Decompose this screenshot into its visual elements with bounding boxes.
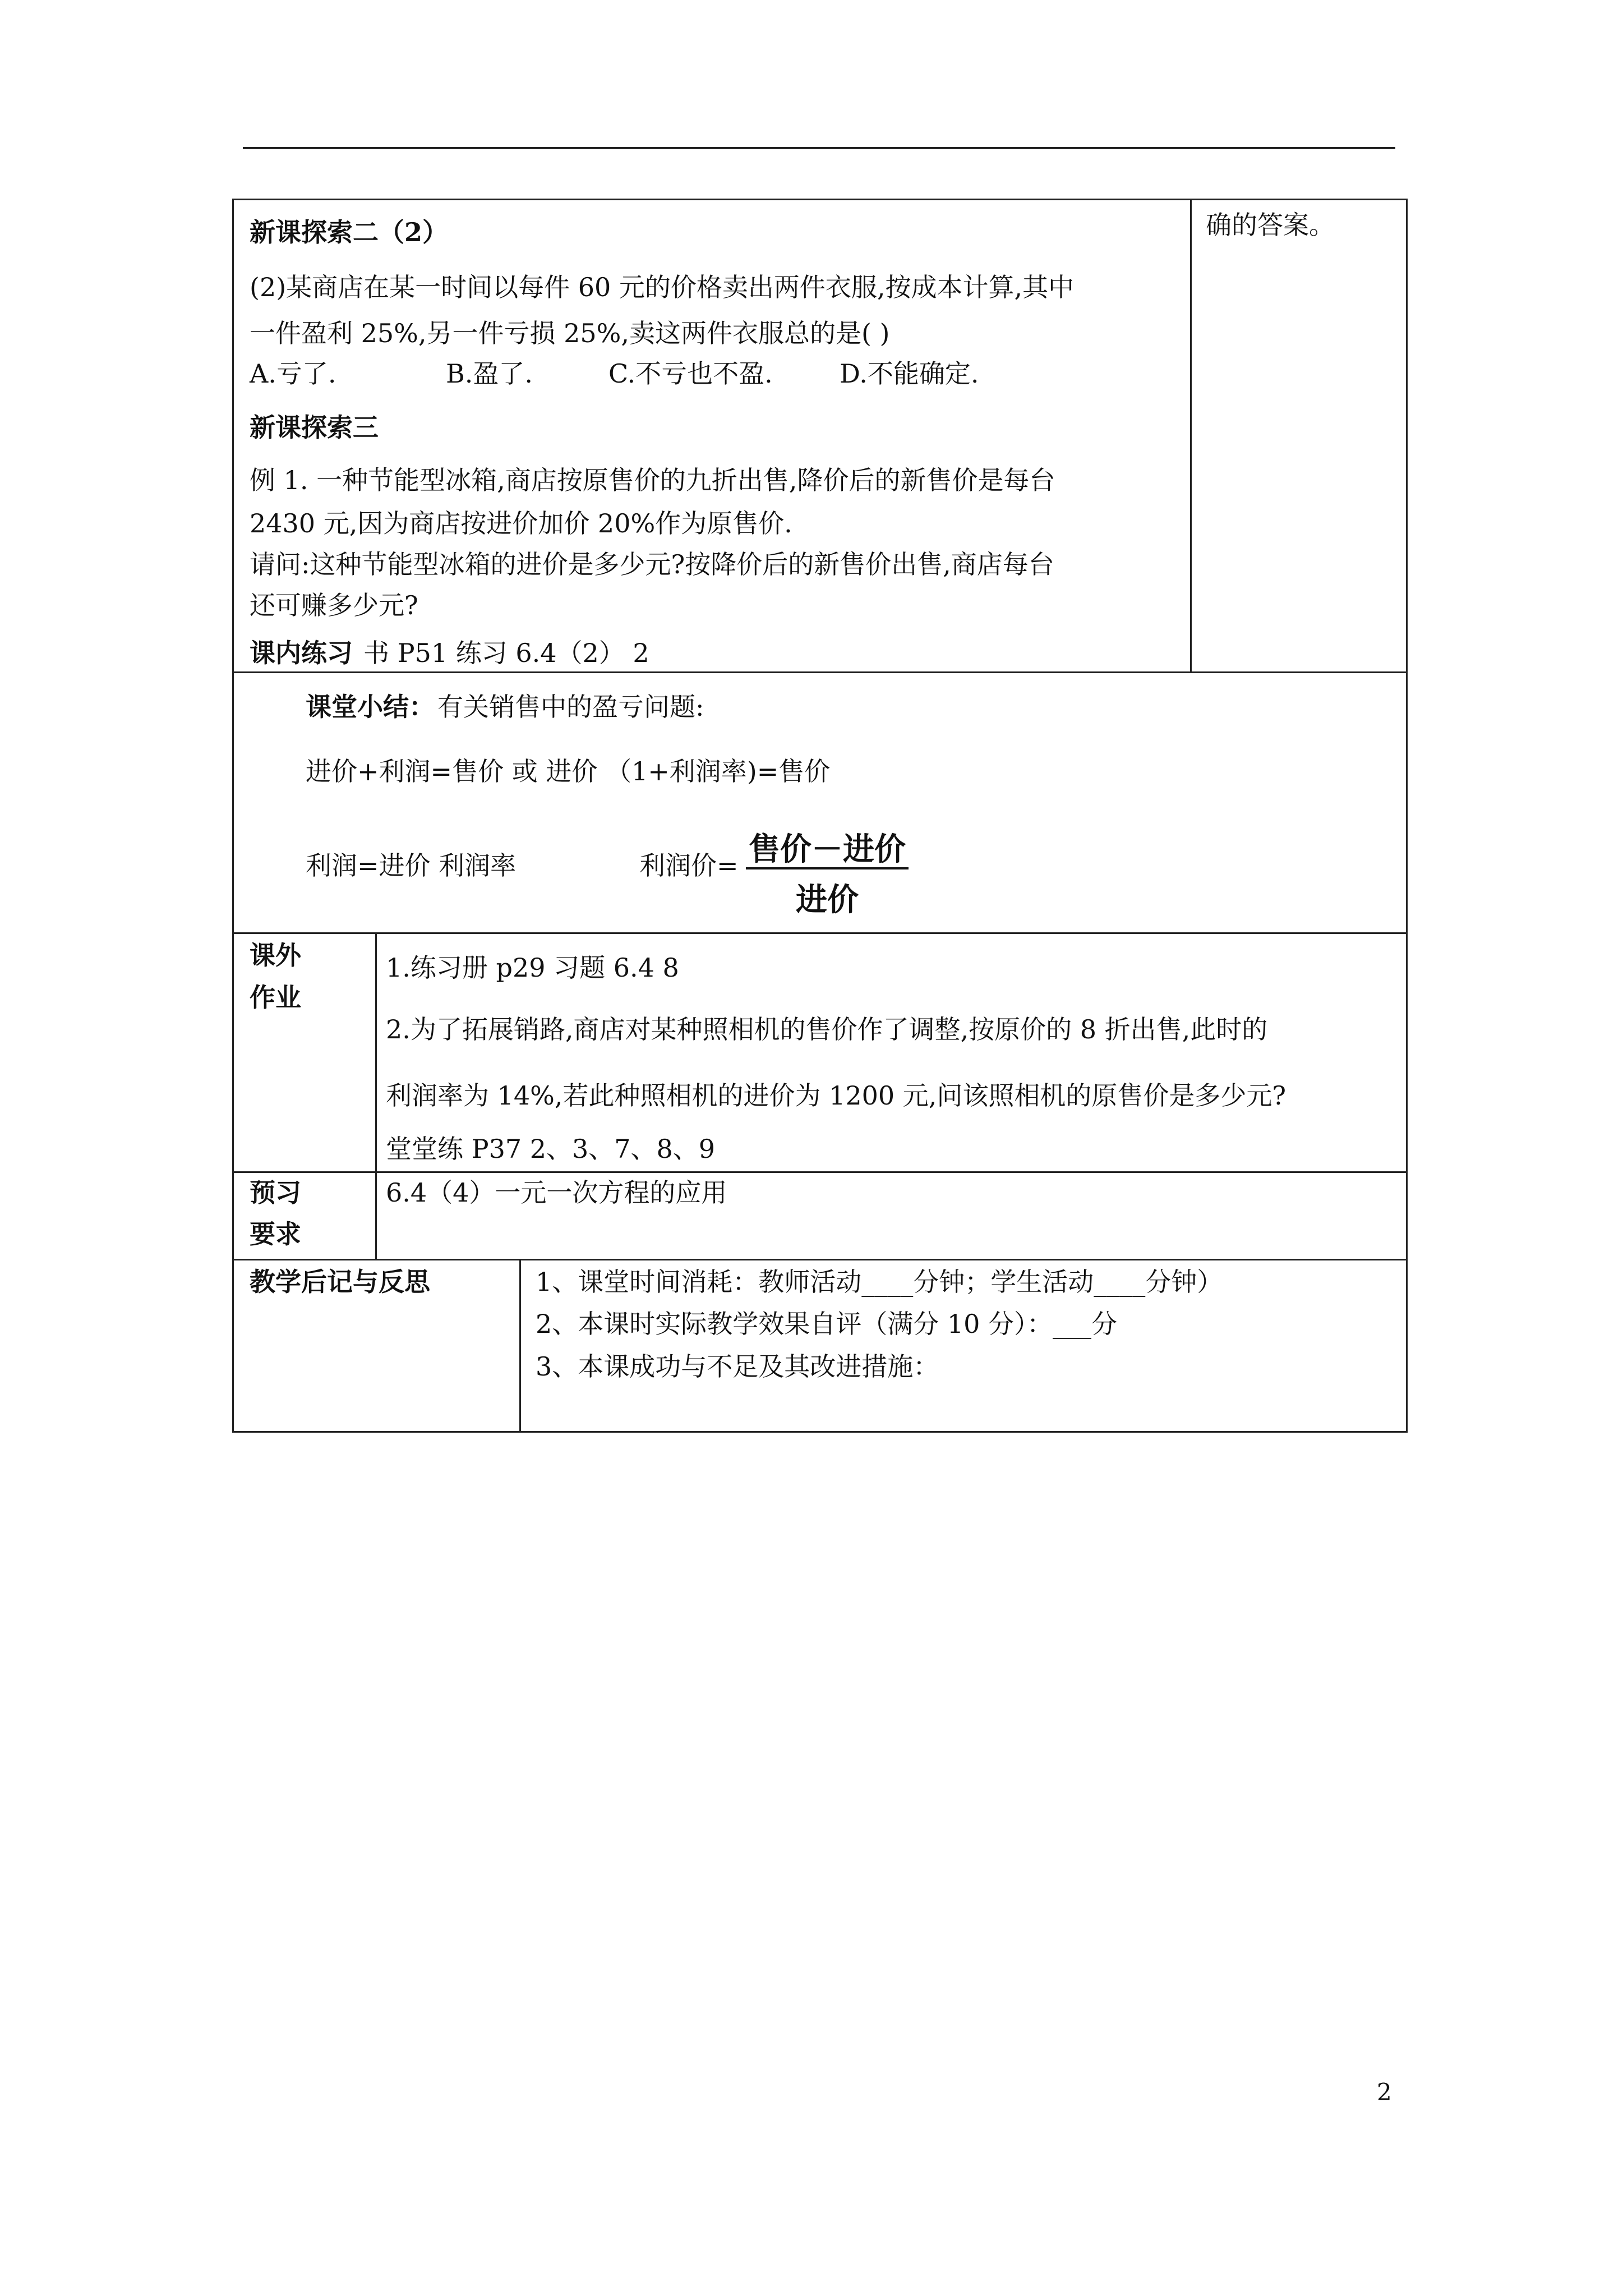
option-d: D.不能确定.	[840, 358, 979, 389]
homework-item-2-line1: 2.为了拓展销路,商店对某种照相机的售价作了调整,按原价的 8 折出售,此时的	[386, 1014, 1268, 1045]
page-number: 2	[1377, 2078, 1392, 2106]
fraction-denominator: 进价	[796, 881, 859, 918]
explore-2-question-line2: 一件盈利 25%,另一件亏损 25%,卖这两件衣服总的是( )	[250, 318, 890, 348]
fraction-numerator: 售价－进价	[749, 831, 906, 868]
option-c: C.不亏也不盈.	[608, 358, 773, 389]
reflection-line-2: 2、本课时实际教学效果自评（满分 10 分）：___分	[536, 1309, 1118, 1339]
profit-rate-fraction	[746, 825, 909, 920]
homework-item-2-line2: 利润率为 14%,若此种照相机的进价为 1200 元,问该照相机的原售价是多少元?	[386, 1080, 1287, 1111]
example-line1: 例 1. 一种节能型冰箱,商店按原售价的九折出售,降价后的新售价是每台	[250, 465, 1055, 495]
explore-2-question-line1: (2)某商店在某一时间以每件 60 元的价格卖出两件衣服,按成本计算,其中	[250, 272, 1075, 302]
reflection-line-1: 1、课堂时间消耗：教师活动____分钟；学生活动____分钟）	[536, 1267, 1223, 1297]
reflection-line-3: 3、本课成功与不足及其改进措施：	[536, 1351, 939, 1382]
homework-label-line2: 作业	[250, 982, 301, 1013]
right-column-text: 确的答案。	[1206, 210, 1335, 240]
option-a: A.亏了.	[250, 358, 336, 389]
homework-item-3: 堂堂练 P37 2、3、7、8、9	[386, 1134, 716, 1164]
preview-label-line2: 要求	[250, 1219, 301, 1249]
summary-label: 课堂小结：	[306, 692, 435, 722]
option-b: B.盈了.	[446, 358, 533, 389]
preview-label-line1: 预习	[250, 1177, 301, 1208]
header-rule	[243, 147, 1395, 149]
homework-item-1: 1.练习册 p29 习题 6.4 8	[386, 953, 679, 983]
summary-intro: 有关销售中的盈亏问题:	[437, 692, 704, 722]
explore-2-title: 新课探索二（2）	[250, 217, 449, 247]
example-line3: 请问:这种节能型冰箱的进价是多少元?按降价后的新售价出售,商店每台	[250, 549, 1054, 579]
classroom-practice-text: 书 P51 练习 6.4（2） 2	[363, 638, 649, 668]
example-line4: 还可赚多少元?	[250, 590, 418, 620]
explore-3-title: 新课探索三	[250, 412, 379, 443]
classroom-practice-label: 课内练习	[250, 638, 353, 668]
summary-formula-2: 利润=进价 利润率	[306, 850, 517, 881]
reflection-label: 教学后记与反思	[250, 1267, 430, 1297]
preview-text: 6.4（4）一元一次方程的应用	[386, 1177, 727, 1208]
example-line2: 2430 元,因为商店按进价加价 20%作为原售价.	[250, 508, 792, 539]
summary-formula-1: 进价+利润=售价 或 进价 （1+利润率)=售价	[306, 756, 831, 786]
summary-formula-3-prefix: 利润价=	[639, 850, 739, 881]
homework-label-line1: 课外	[250, 940, 301, 970]
